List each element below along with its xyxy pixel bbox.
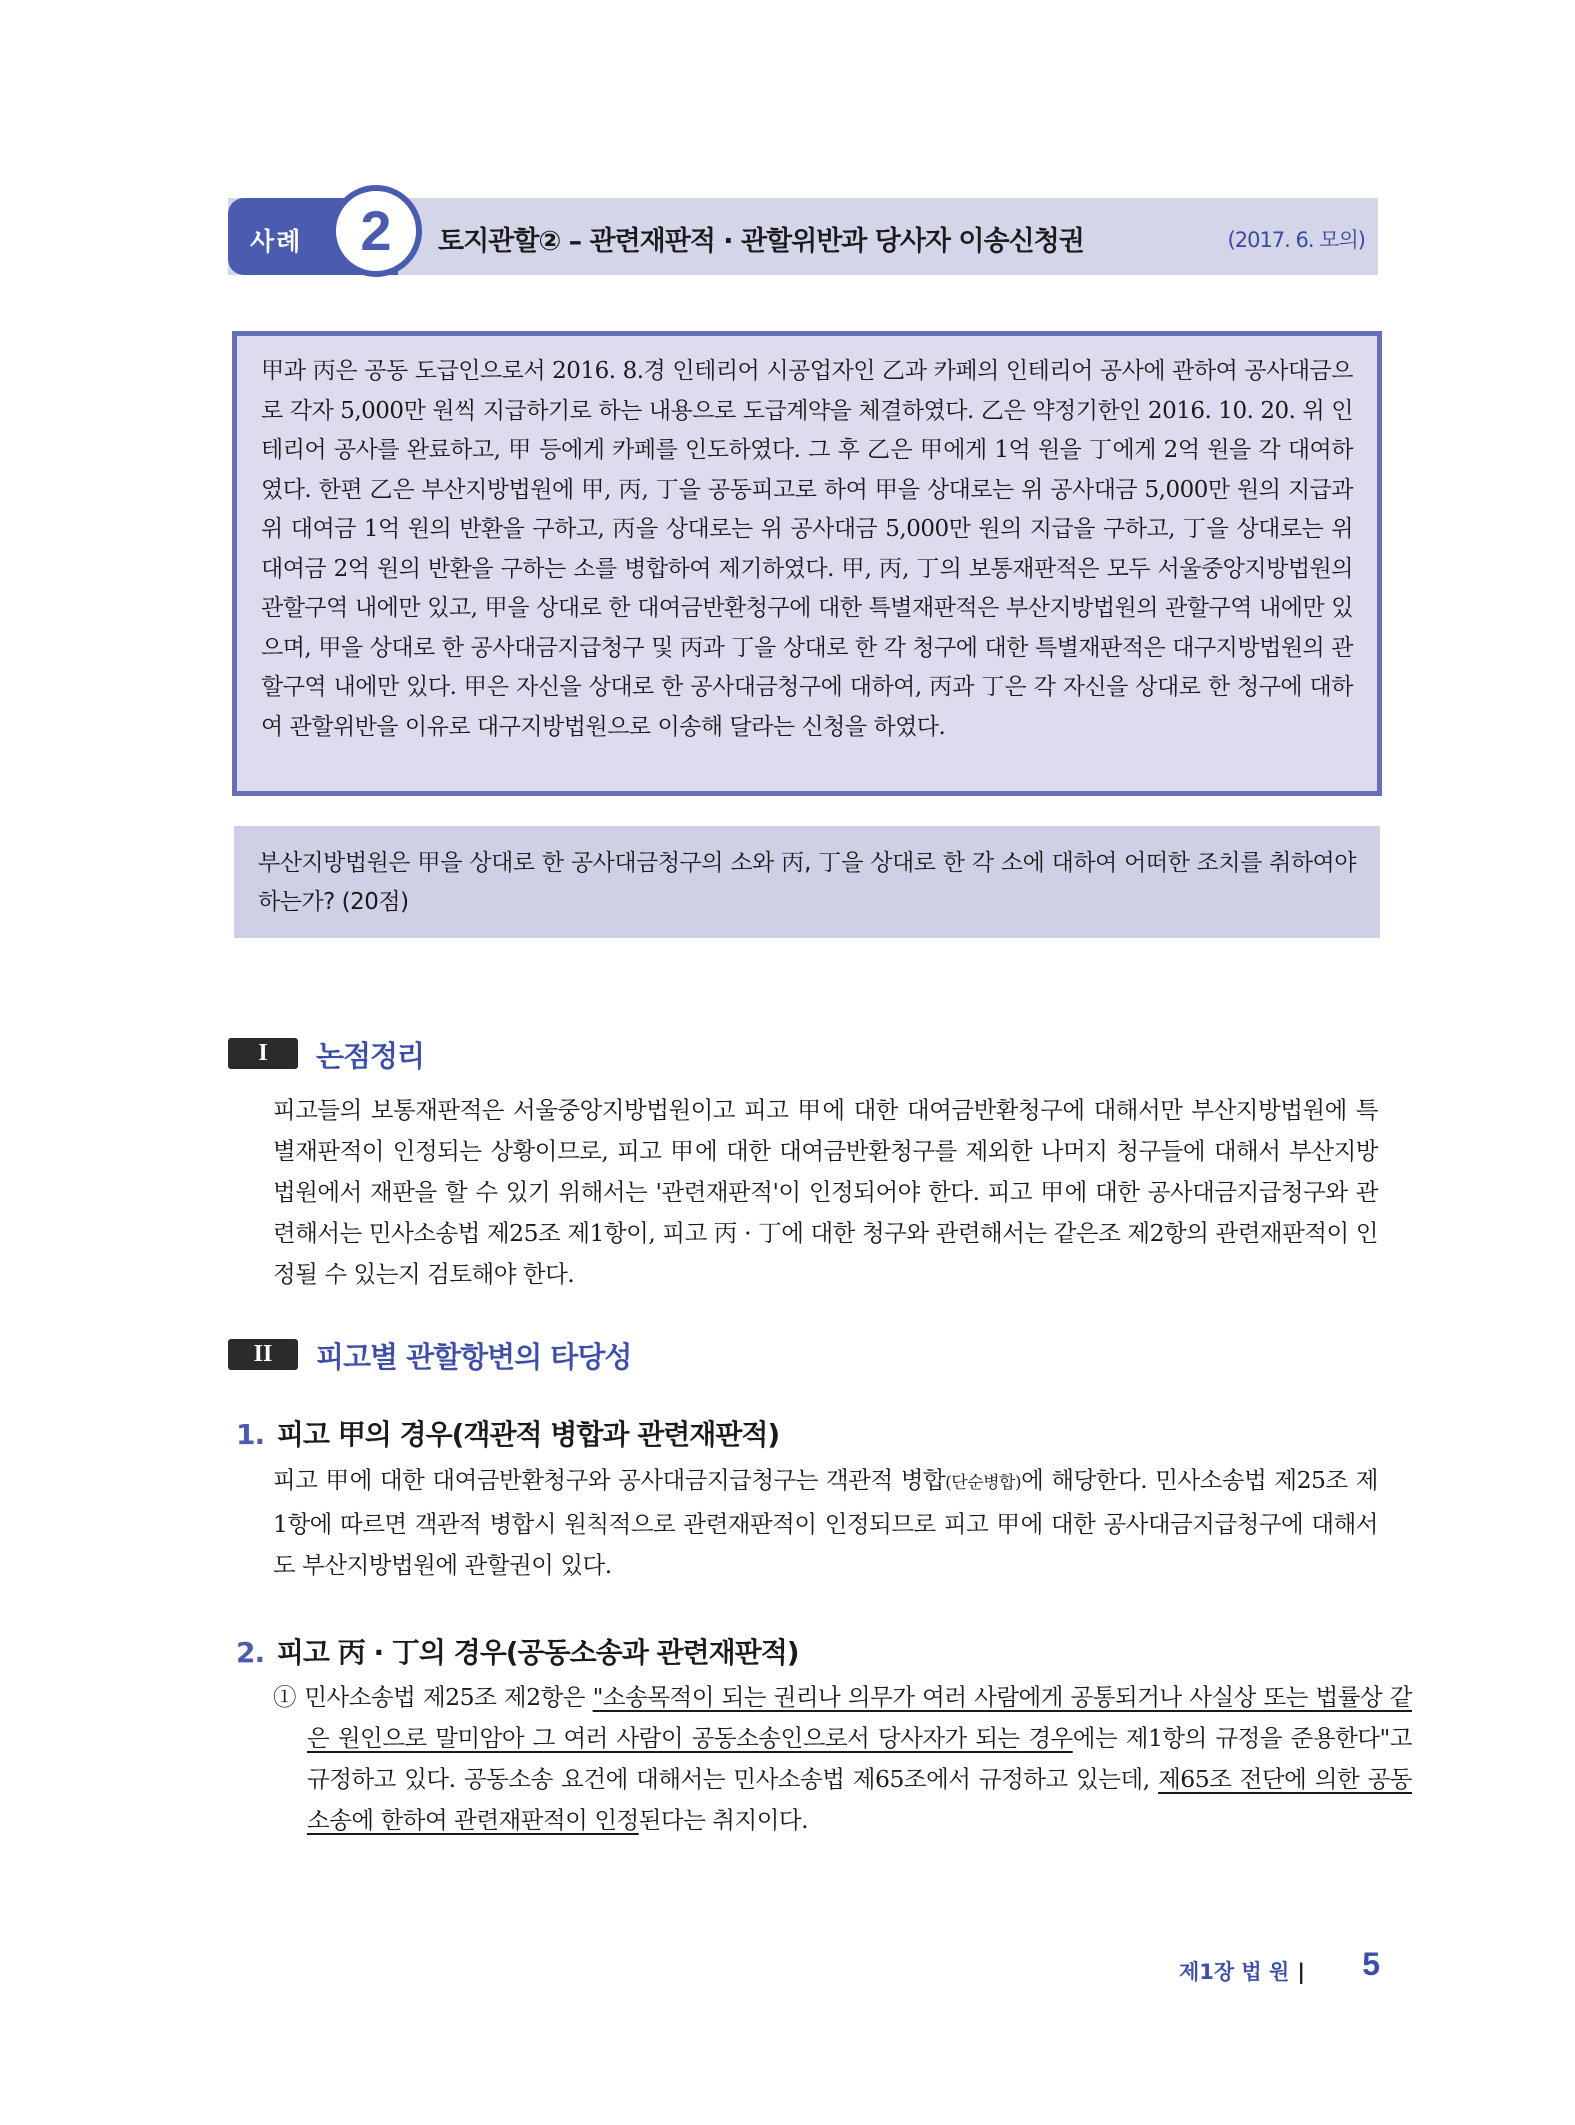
section-1-title: 논점정리	[316, 1039, 425, 1073]
section-1-text: 피고들의 보통재판적은 서울중앙지방법원이고 피고 甲에 대한 대여금반환청구에 대해서만 부산지방법원에 특별재판적이 인정되는 상황이므로, 피고 甲에 대한 대여금반환청구를 제외한 나머지 청구들에 대해서 부산지방법원에서 재판을 할 수 있기 위해서는 '관련재판적'이 인정되어야 한다. 피고 甲에 대한 공사대금지급청구와 관련해서는 민사소송법 제25조 제1항이, 피고 丙 · 丁에 대한 청구와 관련해서는 같은조 제2항의 관련재판적이 인정될 수 있는지 검토해야 한다.	[273, 1096, 1378, 1288]
underlined-quote: "소송목적이 되는 권리나 의무가 여러 사람에게 공통되거나 사실상 또는 법률상 같은 원인으로 말미암아 그 여러 사람이 공동소송인으로서 당사자가 되는 경우	[307, 1683, 1412, 1752]
page-number: 5	[1362, 1946, 1380, 1982]
case-number-badge: 2	[330, 185, 422, 277]
subsection-2-number: 2.	[236, 1636, 265, 1669]
case-title: 토지관할② – 관련재판적 · 관할위반과 당사자 이송신청권	[438, 226, 1084, 257]
subsection-2-heading	[236, 1631, 799, 1671]
case-source: (2017. 6. 모의)	[1227, 228, 1365, 252]
facts-box	[232, 331, 1382, 796]
section-2-number: II	[228, 1339, 298, 1370]
facts-text: 甲과 丙은 공동 도급인으로서 2016. 8.경 인테리어 시공업자인 乙과 카페의 인테리어 공사에 관하여 공사대금으로 각자 5,000만 원씩 지급하기로 하는 내용으로 도급계약을 체결하였다. 乙은 약정기한인 2016. 10. 20. 위 인테리어 공사를 완료하고, 甲 등에게 카페를 인도하였다. 그 후 乙은 甲에게 1억 원을 丁에게 2억 원을 각 대여하였다. 한편 乙은 부산지방법원에 甲, 丙, 丁을 공동피고로 하여 甲을 상대로는 위 공사대금 5,000만 원의 지급과 위 대여금 1억 원의 반환을 구하고, 丙을 상대로는 위 공사대금 5,000만 원의 지급을 구하고, 丁을 상대로는 위 대여금 2억 원의 반환을 구하는 소를 병합하여 제기하였다. 甲, 丙, 丁의 보통재판적은 모두 서울중앙지방법원의 관할구역 내에만 있고, 甲을 상대로 한 대여금반환청구에 대한 특별재판적은 부산지방법원의 관할구역 내에만 있으며, 甲을 상대로 한 공사대금지급청구 및 丙과 丁을 상대로 한 각 청구에 대한 특별재판적은 대구지방법원의 관할구역 내에만 있다. 甲은 자신을 상대로 한 공사대금청구에 대하여, 丙과 丁은 각 자신을 상대로 한 청구에 대하여 관할위반을 이유로 대구지방법원으로 이송해 달라는 신청을 하였다.	[261, 358, 1353, 740]
subsection-1-text: 피고 甲에 대한 대여금반환청구와 공사대금지급청구는 객관적 병합(단순병합)에 해당한다. 민사소송법 제25조 제1항에 따르면 객관적 병합시 원칙적으로 관련재판적이 인정되므로 피고 甲에 대한 공사대금지급청구에 대해서도 부산지방법원에 관할권이 있다.	[273, 1466, 1378, 1579]
subsection-2-title: 피고 丙 · 丁의 경우(공동소송과 관련재판적)	[276, 1636, 799, 1669]
subsection-1-number: 1.	[236, 1418, 265, 1451]
question-box	[234, 826, 1380, 938]
case-tag-label: 사례	[250, 227, 303, 256]
item-marker: ①	[273, 1683, 297, 1711]
section-2-title: 피고별 관할항변의 타당성	[316, 1340, 632, 1374]
underlined-phrase: 제65조 전단에 의한 공동소송에 한하여 관련재판적이 인정	[307, 1765, 1412, 1834]
question-text: 부산지방법원은 甲을 상대로 한 공사대금청구의 소와 丙, 丁을 상대로 한 각 소에 대하여 어떠한 조치를 취하여야 하는가? (20점)	[258, 850, 1356, 915]
footer-chapter: 제1장 법 원 |	[1178, 1960, 1305, 1984]
simple-joinder-note: (단순병합)	[945, 1473, 1022, 1493]
subsection-1-heading	[236, 1413, 779, 1453]
subsection-1-title: 피고 甲의 경우(객관적 병합과 관련재판적)	[276, 1418, 780, 1451]
section-1-number: I	[228, 1038, 298, 1069]
subsection-2-item-1: ① 민사소송법 제25조 제2항은 "소송목적이 되는 권리나 의무가 여러 사람에게 공통되거나 사실상 또는 법률상 같은 원인으로 말미암아 그 여러 사람이 공동소송인으로서 당사자가 되는 경우에는 제1항의 규정을 준용한다"고 규정하고 있다. 공동소송 요건에 대해서는 민사소송법 제65조에서 규정하고 있는데, 제65조 전단에 의한 공동소송에 한하여 관련재판적이 인정된다는 취지이다.	[273, 1683, 1412, 1834]
